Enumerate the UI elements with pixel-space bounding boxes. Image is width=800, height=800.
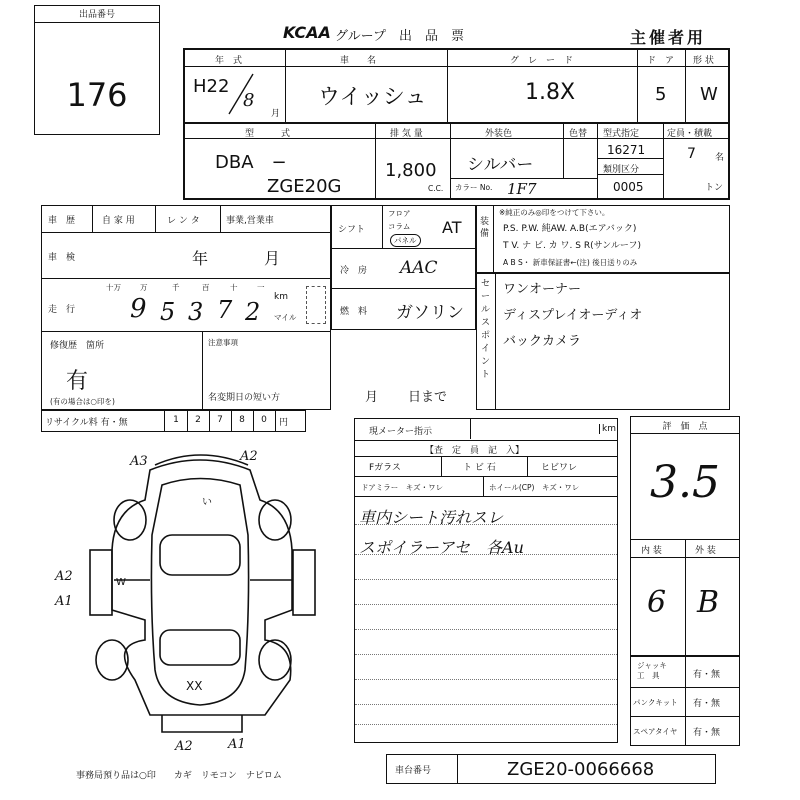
model-label: 車 名: [340, 56, 377, 66]
wheel-cp: ホイール(CP) キズ・ワレ: [489, 483, 580, 492]
repair-label: 修復歴 箇所: [50, 341, 105, 351]
interior-label: 内 装: [641, 546, 662, 556]
inspection-year: 年: [192, 249, 209, 268]
equipment-line-3: T V. ナ ビ. カ ワ. S R(サンルーフ): [503, 241, 641, 251]
tool-jack: ジャッキ 工 具: [637, 661, 667, 680]
displacement-label: 排 気 量: [390, 129, 423, 139]
year-month: 8: [243, 90, 255, 111]
damage-mark: い: [202, 497, 212, 508]
damage-mark: W: [116, 577, 126, 588]
form-title: グループ 出 品 票: [335, 29, 464, 44]
inspection-label: 車 検: [48, 253, 76, 263]
equipment-line-2: P.S. P.W. 純AW. A.B(エアバック): [503, 224, 637, 234]
damage-mark: A1: [228, 737, 246, 752]
equipment-label: 装備: [480, 217, 490, 239]
notice-label: 注意事項: [208, 338, 238, 347]
chassis-label: 車台番号: [395, 766, 432, 776]
lot-box: [34, 5, 160, 135]
mileage-digit: 7: [217, 296, 233, 324]
capacity-unit: 名: [715, 153, 725, 163]
glass-front: Fガラス: [369, 463, 401, 473]
exterior-label: 外 装: [695, 546, 716, 556]
type-label: 型 式: [245, 129, 291, 139]
capacity-label: 定員・積載: [667, 129, 713, 139]
history-commercial: 事業,営業車: [226, 216, 274, 226]
cert-label: 型式指定: [603, 129, 640, 139]
mileage-digits: 十万 万 千 百 十 一 9 5 3 7 2: [106, 283, 265, 326]
shift-panel: パネル: [390, 234, 421, 247]
repair-note: (有の場合は○印を): [50, 397, 115, 406]
inspector-box: [354, 418, 618, 743]
year-label: 年 式: [215, 56, 243, 66]
mechanical-table: [331, 205, 476, 330]
load-unit: トン: [705, 183, 724, 193]
repair-value: 有: [66, 369, 89, 394]
inspection-month: 月: [264, 249, 281, 268]
sales-points-label: セールスポイント: [481, 279, 491, 380]
km-unit: km: [274, 292, 288, 302]
lot-label: 出品番号: [35, 7, 159, 23]
score-label: 評 価 点: [662, 422, 708, 432]
history-private: 自 家 用: [102, 216, 135, 226]
damage-mark: A2: [240, 449, 258, 464]
ac-label: 冷 房: [340, 266, 368, 276]
year-era: H22: [193, 76, 230, 97]
interior-value: 6: [647, 585, 667, 620]
displacement-value: 1,800: [385, 160, 437, 181]
inspector-title: 【査 定 員 記 入】: [425, 446, 525, 456]
shift-column: コラム: [388, 222, 411, 231]
inspector-note: スポイラーアセ 各Au: [359, 538, 524, 557]
name-change-day: 日まで: [408, 390, 448, 405]
door-mirror: ドアミラー キズ・ワレ: [361, 483, 444, 492]
mileage-digit: 2: [245, 298, 261, 326]
grade-box: [630, 416, 740, 656]
grade-label: グ レ ー ド: [510, 56, 574, 66]
grade-value: 1.8X: [525, 80, 576, 105]
month-unit: 月: [271, 109, 281, 119]
tool-jack-value: 有・無: [693, 670, 721, 680]
sales-point-item: ディスプレイオーディオ: [503, 308, 643, 323]
equipment-line-4: A B S・ 新車保証書←(注) 後日送りのみ: [503, 258, 638, 267]
shift-value: AT: [442, 218, 462, 237]
vehicle-table: [183, 48, 730, 200]
class-label: 類別区分: [603, 165, 640, 175]
mileage-label: 走 行: [48, 305, 76, 315]
fuel-value: ガソリン: [396, 303, 464, 323]
meter-unit: km: [599, 424, 616, 434]
damage-mark: A3: [130, 454, 148, 469]
color-label: 外装色: [485, 129, 513, 139]
door-value: 5: [655, 84, 667, 105]
glass-chip: ト ビ 石: [463, 463, 496, 473]
office-note: 事務局預り品は○印 カギ リモコン ナビロム: [76, 771, 282, 781]
color-code-label: カラー No.: [455, 183, 493, 192]
shift-label: シフト: [338, 225, 366, 235]
mile-unit: マイル: [274, 313, 297, 322]
damage-mark: A2: [175, 739, 193, 754]
equipment-note: ※純正のみ◎印をつけて下さい。: [499, 208, 610, 217]
fuel-label: 燃 料: [340, 307, 368, 317]
name-change-month: 月: [365, 390, 379, 405]
meter-label: 現メーター指示: [369, 427, 433, 437]
door-label: ド ア: [647, 56, 675, 66]
tool-puncture: パンクキット: [633, 698, 678, 707]
year-slash: [225, 72, 255, 116]
history-label: 車 歴: [48, 216, 76, 226]
tool-puncture-value: 有・無: [693, 699, 721, 709]
ac-value: AAC: [400, 258, 438, 278]
type-prefix: DBA −: [215, 152, 287, 173]
sales-point-item: ワンオーナー: [503, 282, 582, 297]
shape-value: W: [700, 84, 718, 105]
type-code: ZGE20G: [267, 176, 342, 197]
color-no-label: 色替: [569, 129, 588, 139]
car-diagram: [50, 440, 350, 760]
tools-box: [630, 656, 740, 746]
model-value: ウイッシュ: [318, 85, 427, 110]
capacity-value: 7: [687, 146, 696, 162]
exterior-value: B: [697, 585, 720, 620]
organizer-label: 主催者用: [630, 28, 707, 47]
shape-label: 形 状: [693, 56, 714, 66]
sales-points-box: [476, 273, 730, 410]
equipment-box: [476, 205, 730, 273]
shift-floor: フロア: [388, 209, 411, 218]
cc-unit: C.C.: [428, 184, 444, 193]
damage-mark: A2: [55, 569, 73, 584]
cert-value: 16271: [607, 143, 646, 157]
recycle-row: リサイクル料 有・無 1 2 7 8 0 円: [41, 410, 306, 432]
damage-mark: A1: [55, 594, 73, 609]
lot-number: 176: [66, 76, 128, 114]
glass-crack: ヒビワレ: [541, 463, 578, 473]
score-value: 3.5: [650, 457, 720, 508]
chassis-box: [386, 754, 716, 784]
history-rental: レ ン タ: [167, 216, 200, 226]
mileage-digit: 9: [130, 294, 147, 324]
color-value: シルバー: [467, 155, 534, 175]
mileage-digit: 3: [188, 298, 204, 326]
mileage-digit: 5: [160, 298, 176, 326]
brand-logo: KCAA: [283, 23, 331, 42]
color-code: 1F7: [507, 180, 537, 198]
inspector-note: 車内シート汚れスレ: [359, 508, 504, 527]
recycle-label: リサイクル料 有・無: [45, 418, 128, 428]
tool-spare: スペアタイヤ: [633, 727, 678, 736]
chassis-value: ZGE20-0066668: [507, 759, 655, 780]
class-value: 0005: [613, 180, 644, 194]
damage-mark: XX: [186, 679, 203, 693]
name-change-label: 名変期日の短い方: [208, 393, 281, 403]
sales-point-item: バックカメラ: [503, 334, 582, 349]
tool-spare-value: 有・無: [693, 728, 721, 738]
